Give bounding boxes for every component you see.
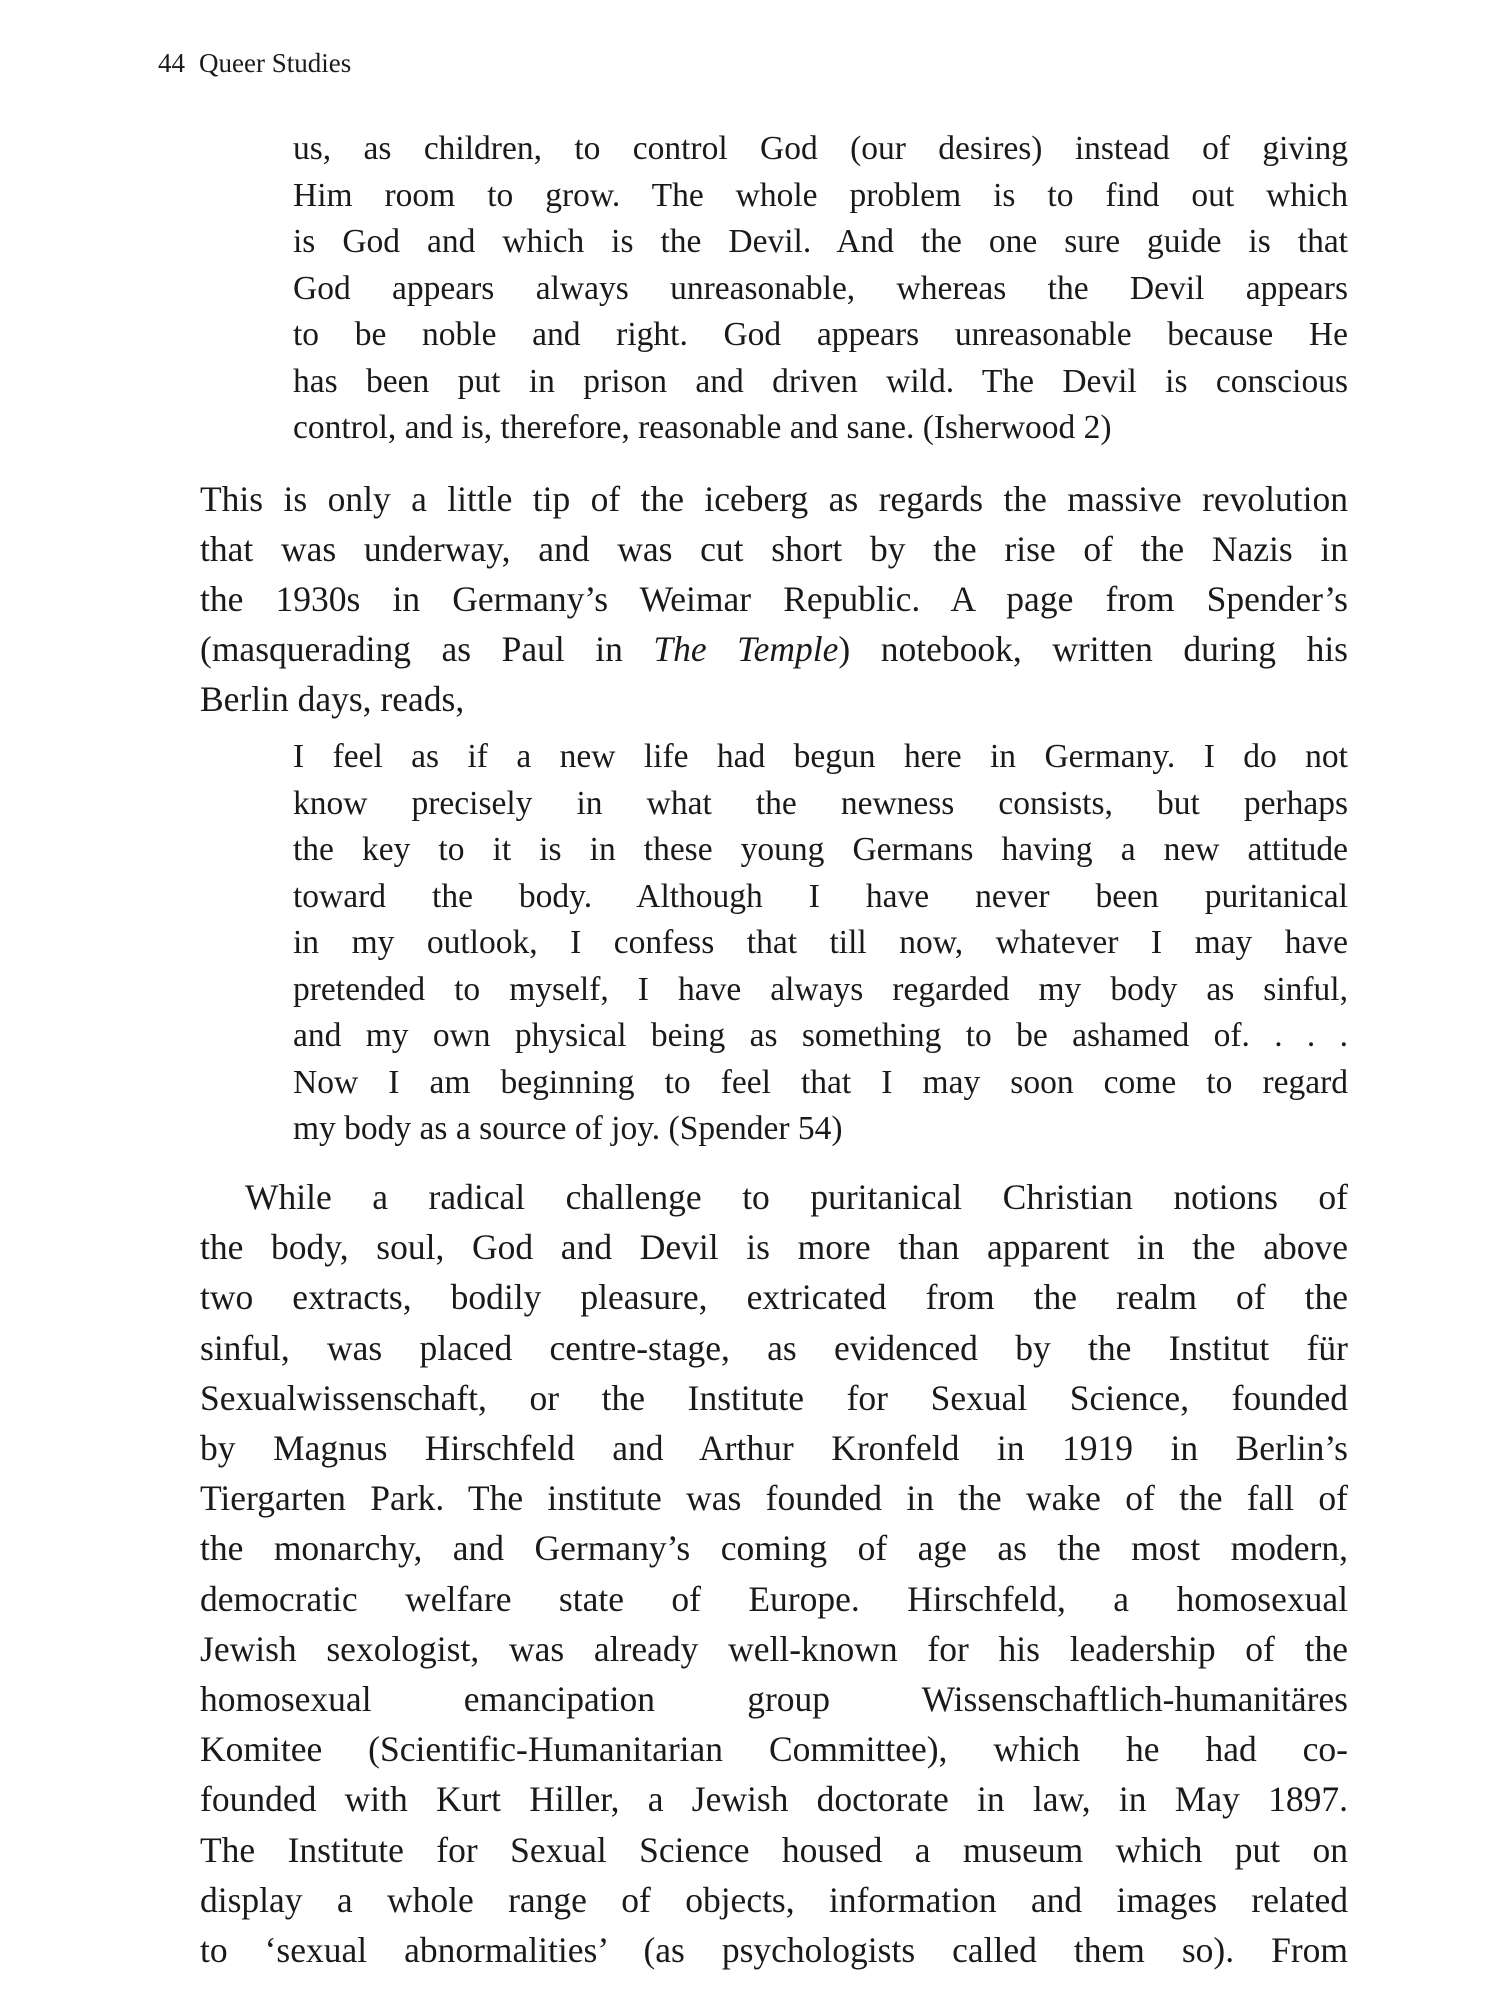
text-line: the body, soul, God and Devil is more than apparent in the above [200, 1227, 1348, 1268]
body-paragraph-institute [200, 1172, 1348, 1975]
text-line: This is only a little tip of the iceberg as regards the massive revolution [200, 479, 1348, 519]
text-line: pretended to myself, I have always regarded my body as sinful, [293, 970, 1348, 1008]
text-line: Berlin days, reads, [200, 679, 465, 719]
body-paragraph-iceberg [200, 474, 1348, 724]
text-line: toward the body. Although I have never been puritanical [293, 877, 1348, 915]
text-run: (masquerading as Paul in [200, 629, 654, 669]
text-line: Komitee (Scientific-Humanitarian Committee), which he had co- [200, 1729, 1348, 1770]
text-line: Jewish sexologist, was already well-known for his leadership of the [200, 1628, 1348, 1669]
text-line: While a radical challenge to puritanical Christian notions of [245, 1177, 1348, 1217]
text-line: Tiergarten Park. The institute was founded in the wake of the fall of [200, 1478, 1348, 1519]
text-line: God appears always unreasonable, whereas the Devil appears [293, 269, 1348, 307]
text-line: Now I am beginning to feel that I may soon come to regard [293, 1063, 1348, 1101]
text-line: two extracts, bodily pleasure, extricated from the realm of the [200, 1277, 1348, 1318]
text-line: that was underway, and was cut short by the rise of the Nazis in [200, 529, 1348, 569]
text-line: the monarchy, and Germany’s coming of age as the most modern, [200, 1528, 1348, 1569]
book-title-italic: The Temple [653, 629, 839, 669]
text-line: has been put in prison and driven wild. The Devil is conscious [293, 362, 1348, 400]
running-head [158, 46, 351, 80]
text-line: control, and is, therefore, reasonable and sane. (Isherwood 2) [293, 409, 1112, 446]
text-line: the 1930s in Germany’s Weimar Republic. A page from Spender’s [200, 579, 1348, 619]
text-line: the key to it is in these young Germans having a new attitude [293, 831, 1348, 868]
block-quote-spender [293, 734, 1348, 1153]
text-line: us, as children, to control God (our desires) instead of giving [293, 130, 1348, 167]
text-line: I feel as if a new life had begun here in Germany. I do not [293, 738, 1348, 775]
text-line: is God and which is the Devil. And the one sure guide is that [293, 223, 1348, 260]
text-line [200, 624, 1348, 674]
text-line: display a whole range of objects, information and images related [200, 1879, 1348, 1920]
block-quote-isherwood [293, 126, 1348, 452]
text-line: homosexual emancipation group Wissenschaftlich-humanitäres [200, 1679, 1348, 1720]
text-line: sinful, was placed centre-stage, as evidenced by the Institut für [200, 1327, 1348, 1368]
text-line: Him room to grow. The whole problem is to find out which [293, 176, 1348, 214]
text-line: founded with Kurt Hiller, a Jewish doctorate in law, in May 1897. [200, 1779, 1348, 1820]
text-line: to be noble and right. God appears unreasonable because He [293, 316, 1348, 353]
running-head-title: Queer Studies [199, 48, 352, 78]
text-line: by Magnus Hirschfeld and Arthur Kronfeld in 1919 in Berlin’s [200, 1428, 1348, 1469]
text-line: and my own physical being as something to be ashamed of. . . . [293, 1017, 1348, 1054]
page-number: 44 [158, 48, 185, 78]
text-run: ) notebook, written during his [838, 629, 1349, 669]
text-line: to ‘sexual abnormalities’ (as psychologists called them so). From [200, 1930, 1348, 1971]
text-line: my body as a source of joy. (Spender 54) [293, 1110, 843, 1147]
text-line: know precisely in what the newness consists, but perhaps [293, 784, 1348, 822]
text-line: democratic welfare state of Europe. Hirschfeld, a homosexual [200, 1578, 1348, 1619]
text-line: The Institute for Sexual Science housed a museum which put on [200, 1829, 1348, 1870]
text-line: Sexualwissenschaft, or the Institute for Sexual Science, founded [200, 1377, 1348, 1418]
text-line: in my outlook, I confess that till now, whatever I may have [293, 924, 1348, 961]
